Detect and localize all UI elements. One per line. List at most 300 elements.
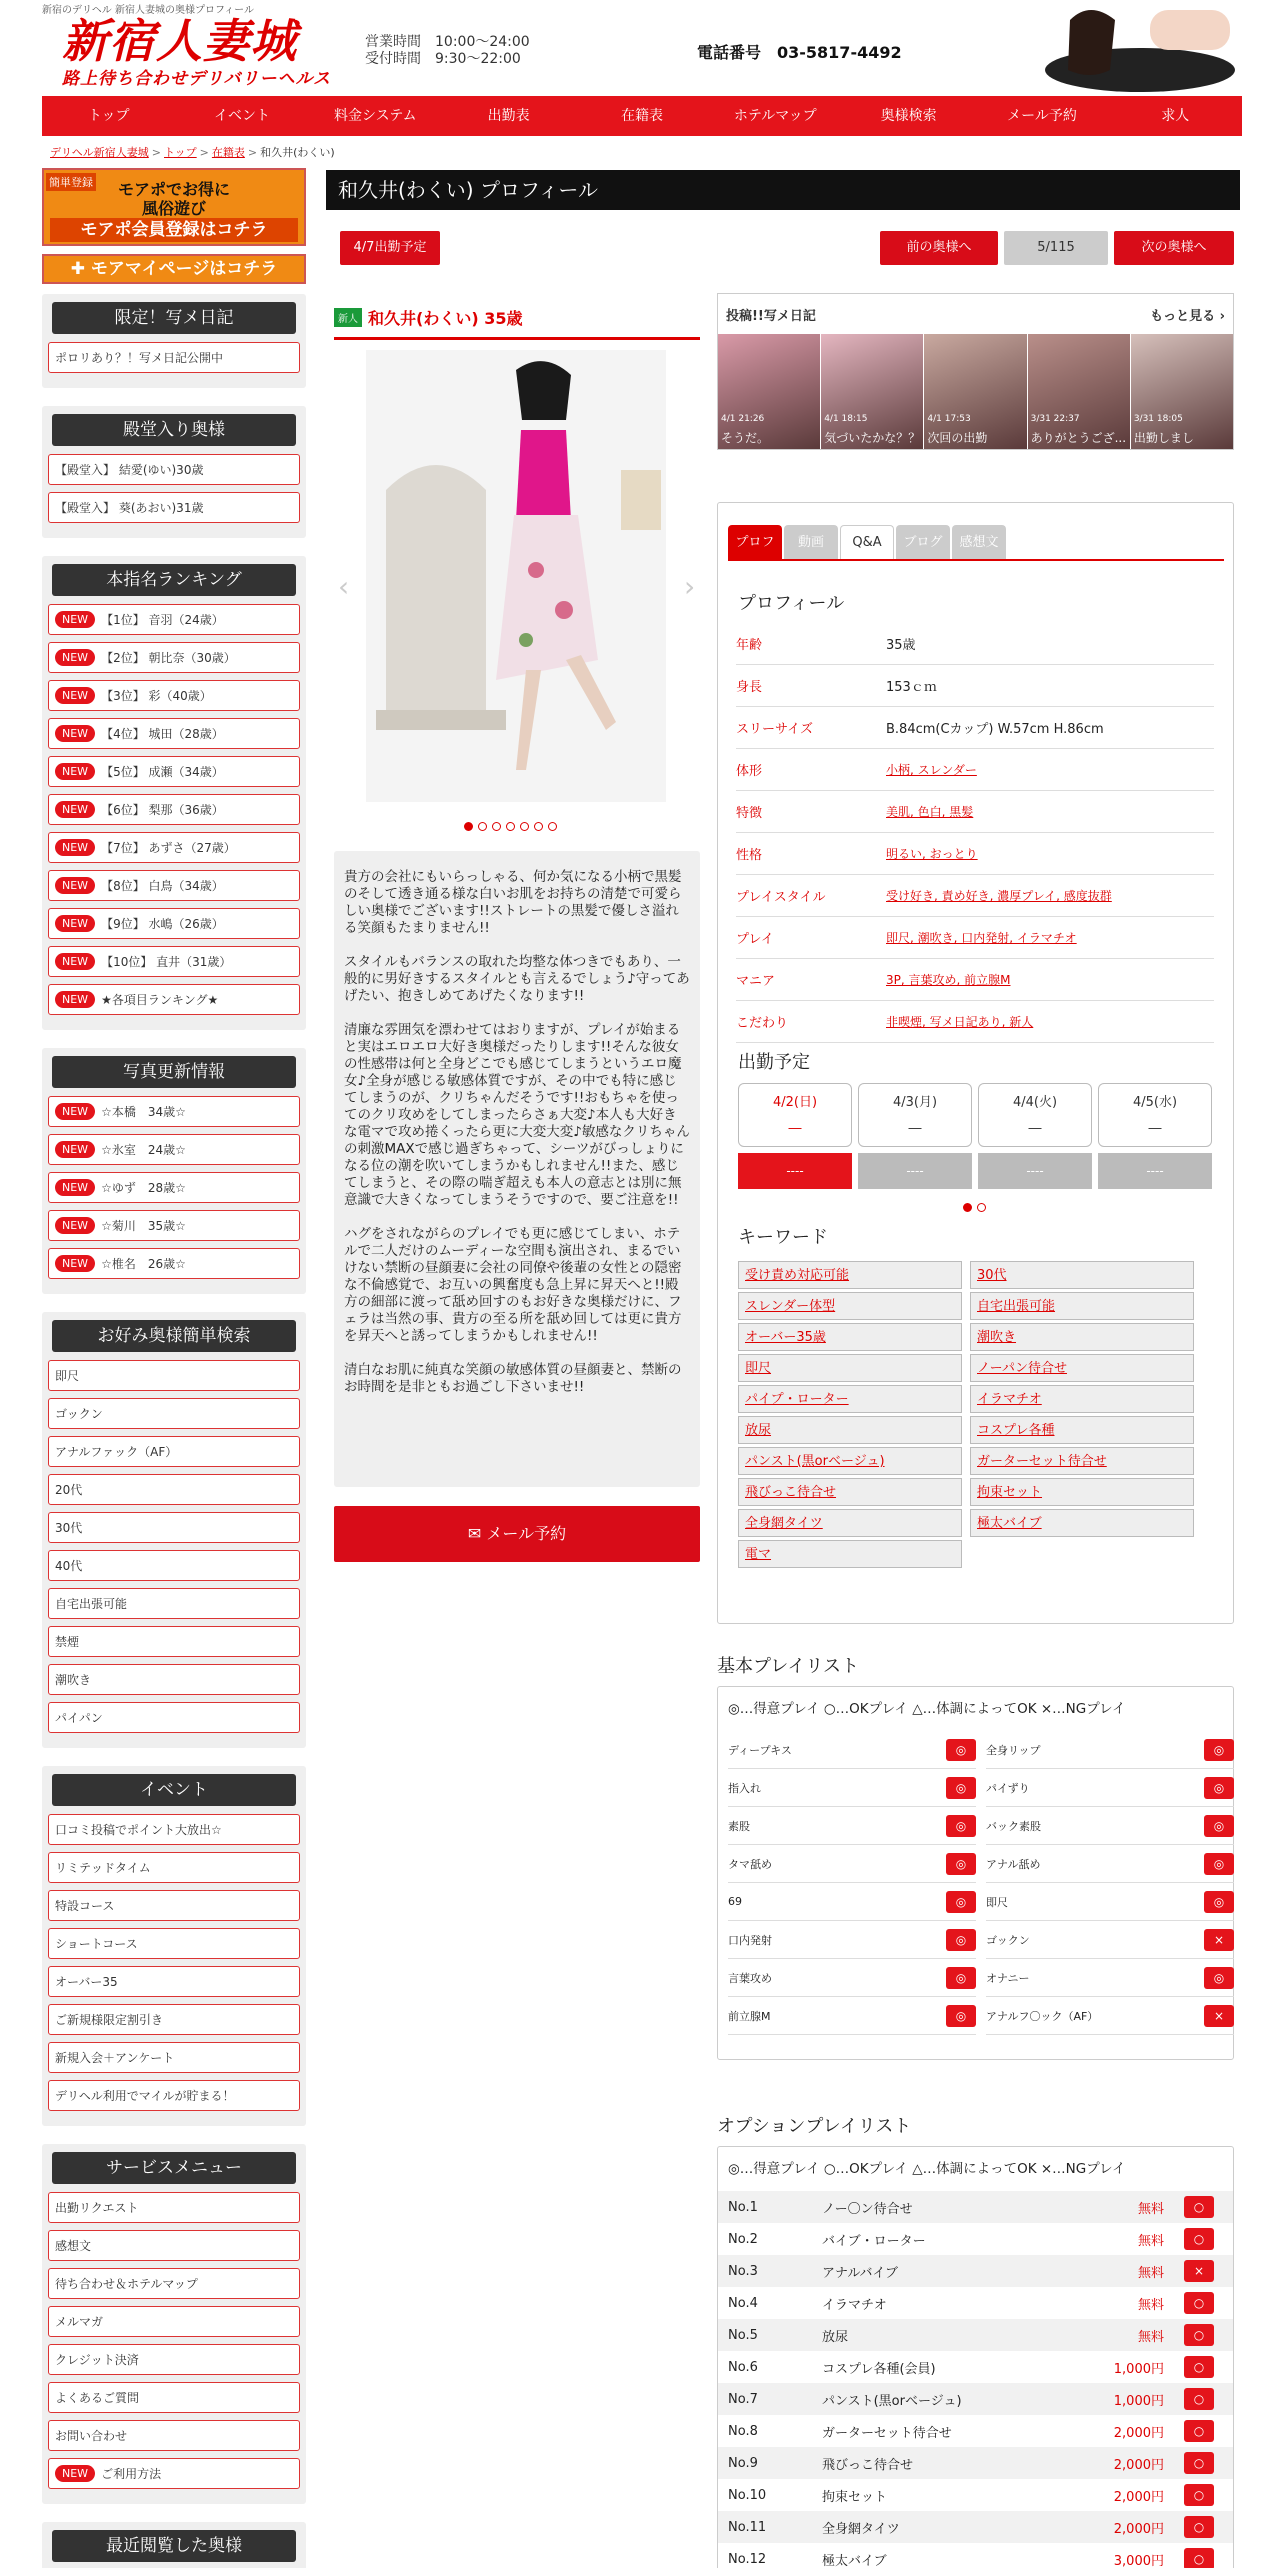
photo-dot[interactable] bbox=[534, 822, 543, 831]
logo-sub: 路上待ち合わせデリバリーヘルス bbox=[62, 69, 331, 89]
sidebar-box-title: 限定！写メ日記 bbox=[52, 302, 296, 334]
sidebar-link[interactable] bbox=[48, 794, 300, 825]
sidebar-link[interactable] bbox=[48, 1248, 300, 1279]
play-mark: ◎ bbox=[946, 1815, 976, 1837]
sidebar-link-label: 潮吹き bbox=[55, 1673, 92, 1687]
keyword-heading: キーワード bbox=[738, 1227, 828, 1248]
sidebar-link-label: 【9位】 水嶋（26歳） bbox=[101, 917, 224, 931]
profile-row bbox=[736, 917, 1214, 959]
photo-dot[interactable] bbox=[464, 822, 473, 831]
profile-key: こだわり bbox=[736, 1016, 789, 1031]
new-badge: NEW bbox=[55, 649, 95, 666]
option-mark: ○ bbox=[1184, 2196, 1214, 2218]
sidebar-box bbox=[42, 294, 306, 388]
new-badge: NEW bbox=[55, 801, 95, 818]
profile-key: マニア bbox=[736, 974, 776, 989]
keyword-link[interactable]: コスプレ各種 bbox=[970, 1416, 1194, 1444]
play-mark: ◎ bbox=[946, 1777, 976, 1799]
option-price: 1,000円 bbox=[1113, 2393, 1164, 2409]
profile-name-header bbox=[334, 298, 700, 340]
keyword-link[interactable]: ノーパン待合せ bbox=[970, 1354, 1194, 1382]
nav-item[interactable]: 料金システム bbox=[334, 108, 417, 124]
sidebar-link[interactable] bbox=[48, 1928, 300, 1959]
sidebar-link-label: ☆椎名 26歳☆ bbox=[101, 1257, 186, 1271]
prev-wife-button[interactable]: 前の奥様へ bbox=[880, 231, 998, 265]
sidebar-link-label: 新規入会＋アンケート bbox=[55, 2051, 175, 2065]
play-mark: ◎ bbox=[1204, 1739, 1234, 1761]
sidebar-link[interactable] bbox=[48, 492, 300, 523]
mypage-banner[interactable] bbox=[42, 254, 306, 284]
new-badge: NEW bbox=[55, 839, 95, 856]
sidebar-box-title: 本指名ランキング bbox=[52, 564, 296, 596]
sidebar-link-label: メルマガ bbox=[55, 2315, 104, 2329]
nav-item[interactable]: メール予約 bbox=[1007, 108, 1077, 124]
option-mark: ○ bbox=[1184, 2356, 1214, 2378]
nav-item[interactable]: 奥様検索 bbox=[880, 108, 937, 124]
play-name: アナルフ〇ック（AF） bbox=[986, 2009, 1099, 2023]
sidebar-link[interactable] bbox=[48, 2268, 300, 2299]
new-badge: NEW bbox=[55, 763, 95, 780]
option-row bbox=[718, 2319, 1233, 2351]
option-mark: ○ bbox=[1184, 2324, 1214, 2346]
breadcrumb bbox=[50, 144, 335, 160]
schedule-date: 4/2(日) bbox=[772, 1095, 818, 1110]
sidebar-link[interactable] bbox=[48, 946, 300, 977]
option-mark: ○ bbox=[1184, 2548, 1214, 2568]
option-mark: ○ bbox=[1184, 2292, 1214, 2314]
sidebar-link[interactable] bbox=[48, 718, 300, 749]
profile-value[interactable]: 3P, 言葉攻め, 前立腺M bbox=[886, 973, 1011, 987]
desc-paragraph: 清廉な雰囲気を漂わせてはおりますが、プレイが始まると実はエロエロ大好き奥様だったりします!!そんな彼女の性感帯は何と全身どこでも感じてしまうというエロ魔女♪全身が感じる敏感体質ですが、その中でも特に感じてしまうのが、クリちゃんだそうです!!おもちゃを使ってのクリ攻めをしてしまったらさぁ大変♪本人も大好きな電マで攻め捲くったら更に大変大変♪敏感なクリちゃんの刺激MAXで感じ過ぎちゃって、シーツがびっしょりになる位の潮を吹いてしまうかもしれません!!また、感じてしまうと、その際の喘ぎ超えも本人の意志とは別に無意識で大きくなってしまうそうですので、要ご注意を!! bbox=[344, 1022, 690, 1208]
schedule-time: ― bbox=[1148, 1121, 1162, 1136]
sidebar-link-label: ★各項目ランキング★ bbox=[101, 993, 219, 1007]
sidebar-link-label: 即尺 bbox=[55, 1369, 80, 1383]
schedule-time: ― bbox=[908, 1121, 922, 1136]
mail-reserve-button[interactable] bbox=[334, 1506, 700, 1562]
keyword-link[interactable]: 拘束セット bbox=[970, 1478, 1194, 1506]
option-rows bbox=[718, 2191, 1233, 2568]
play-item bbox=[728, 1845, 976, 1883]
profile-counter: 5/115 bbox=[1004, 231, 1108, 265]
play-item bbox=[728, 1959, 976, 1997]
profile-value[interactable]: 即尺, 潮吹き, 口内発射, イラマチオ bbox=[886, 931, 1077, 945]
option-mark: ○ bbox=[1184, 2452, 1214, 2474]
sidebar-link-label: 自宅出張可能 bbox=[55, 1597, 128, 1611]
keyword-link[interactable]: 潮吹き bbox=[970, 1323, 1194, 1351]
sidebar-link-label: 【5位】 成瀬（34歳） bbox=[101, 765, 224, 779]
sidebar-link[interactable] bbox=[48, 1702, 300, 1733]
keyword-link[interactable]: 受け責め対応可能 bbox=[738, 1261, 962, 1289]
sidebar-link[interactable] bbox=[48, 1436, 300, 1467]
desc-paragraph: 清白なお肌に純真な笑顔の敏感体質の昼顔妻と、禁断のお時間を是非ともお過ごし下さいませ!! bbox=[344, 1362, 682, 1395]
option-name: コスプレ各種(会員) bbox=[822, 2361, 936, 2377]
sidebar-link[interactable] bbox=[48, 984, 300, 1015]
option-price: 無料 bbox=[1137, 2329, 1164, 2345]
logo-name: 新宿人妻城 bbox=[62, 14, 297, 68]
keyword-link[interactable]: パンスト(黒orベージュ) bbox=[738, 1447, 962, 1475]
play-mark: × bbox=[1204, 2005, 1234, 2027]
photo-dot[interactable] bbox=[492, 822, 501, 831]
schedule-dot[interactable] bbox=[963, 1203, 972, 1212]
play-item bbox=[728, 1883, 976, 1921]
sidebar-link-label: 待ち合わせ＆ホテルマップ bbox=[55, 2277, 198, 2291]
breadcrumb-current: 和久井(わくい) bbox=[260, 146, 335, 159]
option-row bbox=[718, 2543, 1233, 2568]
nav-item[interactable]: 出勤表 bbox=[487, 108, 530, 124]
profile-key: 体形 bbox=[736, 764, 763, 779]
sidebar-link[interactable] bbox=[48, 1210, 300, 1241]
sidebar-link-label: ☆ゆず 28歳☆ bbox=[101, 1181, 186, 1195]
sidebar-link-label: 【7位】 あずさ（27歳） bbox=[101, 841, 236, 855]
keyword-link[interactable]: 全身網タイツ bbox=[738, 1509, 962, 1537]
play-name: 口内発射 bbox=[728, 1933, 772, 1947]
option-row bbox=[718, 2351, 1233, 2383]
banner-line-1: モアポでお得に bbox=[117, 180, 230, 199]
tab-profile[interactable]: プロフ bbox=[728, 525, 782, 559]
new-badge: NEW bbox=[55, 1141, 95, 1158]
breadcrumb-sep-2: > bbox=[199, 146, 209, 159]
profile-key: 年齢 bbox=[736, 638, 763, 653]
profile-value[interactable]: 受け好き, 責め好き, 濃厚プレイ, 感度抜群 bbox=[886, 889, 1112, 903]
option-no: No.10 bbox=[728, 2487, 767, 2503]
play-name: 指入れ bbox=[728, 1781, 761, 1795]
play-item bbox=[728, 1807, 976, 1845]
sidebar-link[interactable] bbox=[48, 642, 300, 673]
breadcrumb-sep-3: > bbox=[247, 146, 258, 159]
new-badge: NEW bbox=[55, 1217, 95, 1234]
photo-dot[interactable] bbox=[506, 822, 515, 831]
profile-key: 性格 bbox=[736, 848, 763, 863]
sidebar-link[interactable] bbox=[48, 1664, 300, 1695]
sidebar-link-label: ショートコース bbox=[55, 1937, 138, 1951]
option-no: No.4 bbox=[728, 2295, 758, 2311]
option-name: 放尿 bbox=[822, 2329, 849, 2345]
play-mark: ◎ bbox=[1204, 1967, 1234, 1989]
header-tagline: 新宿のデリヘル 新宿人妻城の奥様プロフィール bbox=[42, 5, 254, 16]
breadcrumb-home[interactable]: デリヘル新宿人妻城 bbox=[50, 146, 149, 159]
sidebar-link[interactable] bbox=[48, 2306, 300, 2337]
option-no: No.12 bbox=[728, 2551, 767, 2567]
nav-item[interactable]: ホテルマップ bbox=[733, 108, 817, 124]
sidebar-link[interactable] bbox=[48, 870, 300, 901]
sidebar-link-label: 口コミ投稿でポイント大放出☆ bbox=[55, 1823, 222, 1837]
sidebar-link[interactable] bbox=[48, 1398, 300, 1429]
tab-blog[interactable]: ブログ bbox=[896, 525, 950, 559]
page-title: 和久井(わくい) プロフィール bbox=[326, 170, 1240, 210]
diary-thumb[interactable] bbox=[924, 334, 1026, 449]
sidebar-box-title: サービスメニュー bbox=[52, 2152, 296, 2184]
tab-reviews[interactable]: 感想文 bbox=[952, 525, 1006, 559]
play-mark: ◎ bbox=[946, 1891, 976, 1913]
sidebar-link-label: アナルファック（AF） bbox=[55, 1445, 178, 1459]
header-model-image bbox=[950, 0, 1240, 94]
profile-value[interactable]: 小柄, スレンダー bbox=[886, 763, 977, 777]
profile-value: B.84cm(Cカップ) W.57cm H.86cm bbox=[886, 722, 1104, 737]
schedule-day[interactable] bbox=[978, 1083, 1092, 1147]
diary-caption: そうだ。 bbox=[721, 431, 770, 445]
sidebar-link[interactable] bbox=[48, 680, 300, 711]
photo-diary bbox=[717, 293, 1234, 450]
play-item bbox=[986, 1997, 1234, 2035]
option-row bbox=[718, 2383, 1233, 2415]
option-price: 無料 bbox=[1137, 2297, 1164, 2313]
sidebar-link[interactable] bbox=[48, 1588, 300, 1619]
play-name: オナニー bbox=[986, 1971, 1030, 1985]
schedule-date: 4/5(水) bbox=[1132, 1095, 1178, 1110]
photo-prev-arrow-icon[interactable]: ‹ bbox=[338, 570, 350, 603]
schedule-day[interactable] bbox=[858, 1083, 972, 1147]
new-badge: NEW bbox=[55, 1103, 95, 1120]
sidebar-link[interactable] bbox=[48, 1360, 300, 1391]
sidebar-link[interactable] bbox=[48, 2458, 300, 2489]
keyword-link[interactable]: ガーターセット待合せ bbox=[970, 1447, 1194, 1475]
profile-value[interactable]: 非喫煙, 写メ日記あり, 新人 bbox=[886, 1015, 1034, 1029]
option-legend: ◎…得意プレイ ○…OKプレイ △…体調によってOK ×…NGプレイ bbox=[728, 2161, 1126, 2177]
desc-paragraph: ハグをされながらのプレイでも更に感じてしまい、ホテルで二人だけのムーディーな空間も演出され、まるでいけない禁断の昼顔妻に会社の同僚や後輩の女性との隠密な不倫感覚で、お互いの興奮度も急上昇に昇天へと!!殿方の細部に渡って舐め回すのもお好きな奥様だけに、フェラは当然の事、貴方の至る所を舐め回しては更に貴方を昇天へと誘ってしまうかもしれません!! bbox=[344, 1226, 682, 1344]
option-row bbox=[718, 2191, 1233, 2223]
sidebar-link[interactable] bbox=[48, 2230, 300, 2261]
keyword-link[interactable]: イラマチオ bbox=[970, 1385, 1194, 1413]
play-mark: ◎ bbox=[1204, 1815, 1234, 1837]
schedule-slot: ---- bbox=[978, 1153, 1092, 1189]
new-badge: NEW bbox=[55, 725, 95, 742]
option-name: 飛びっこ待合せ bbox=[822, 2457, 914, 2473]
sidebar-box-title: 殿堂入り奥様 bbox=[52, 414, 296, 446]
photo-next-arrow-icon[interactable]: › bbox=[684, 570, 696, 603]
banner-line-2: 風俗遊び bbox=[141, 199, 206, 218]
profile-key: プレイスタイル bbox=[736, 890, 826, 905]
tab-video[interactable]: 動画 bbox=[784, 525, 838, 559]
diary-thumbs bbox=[718, 334, 1233, 449]
profile-photo[interactable] bbox=[366, 350, 666, 802]
schedule-slots bbox=[738, 1153, 1212, 1189]
nav-item[interactable]: イベント bbox=[213, 108, 270, 124]
sidebar-link-label: ☆氷室 24歳☆ bbox=[101, 1143, 186, 1157]
new-badge: NEW bbox=[55, 1255, 95, 1272]
next-wife-button[interactable]: 次の奥様へ bbox=[1114, 231, 1234, 265]
play-item bbox=[986, 1959, 1234, 1997]
keyword-link[interactable]: パイプ・ローター bbox=[738, 1385, 962, 1413]
play-mark: ◎ bbox=[946, 1967, 976, 1989]
option-row bbox=[718, 2255, 1233, 2287]
option-price: 2,000円 bbox=[1113, 2521, 1164, 2537]
option-price: 2,000円 bbox=[1113, 2425, 1164, 2441]
hours-open: 営業時間 10:00～24:00 bbox=[365, 34, 530, 50]
diary-date: 4/1 17:53 bbox=[927, 414, 971, 424]
diary-thumb[interactable] bbox=[718, 334, 820, 449]
schedule-button[interactable]: 4/7出勤予定 bbox=[340, 231, 440, 265]
diary-thumb[interactable] bbox=[1131, 334, 1233, 449]
global-nav bbox=[42, 96, 1242, 136]
sidebar-link[interactable] bbox=[48, 1096, 300, 1127]
profile-value[interactable]: 明るい, おっとり bbox=[886, 847, 978, 861]
play-mark: ◎ bbox=[1204, 1777, 1234, 1799]
profile-row bbox=[736, 665, 1214, 707]
play-item bbox=[986, 1921, 1234, 1959]
photo-dot[interactable] bbox=[478, 822, 487, 831]
option-price: 1,000円 bbox=[1113, 2361, 1164, 2377]
sidebar-box bbox=[42, 2144, 306, 2504]
sidebar-link[interactable] bbox=[48, 1626, 300, 1657]
diary-thumb[interactable] bbox=[821, 334, 923, 449]
schedule-pager bbox=[963, 1203, 986, 1212]
play-item bbox=[728, 1769, 976, 1807]
basic-play-grid bbox=[718, 1731, 1233, 2035]
new-badge: NEW bbox=[55, 2465, 95, 2482]
sidebar-link[interactable] bbox=[48, 1966, 300, 1997]
new-badge: 新人 bbox=[334, 308, 362, 327]
nav-item[interactable]: トップ bbox=[87, 108, 130, 124]
option-mark: × bbox=[1184, 2260, 1214, 2282]
sidebar-link[interactable] bbox=[48, 2420, 300, 2451]
sidebar-link[interactable] bbox=[48, 1474, 300, 1505]
diary-more-link[interactable]: もっと見る › bbox=[1150, 308, 1225, 324]
sidebar-link[interactable] bbox=[48, 1134, 300, 1165]
sidebar-link[interactable] bbox=[48, 908, 300, 939]
photo-pager bbox=[464, 822, 557, 831]
option-price: 無料 bbox=[1137, 2265, 1164, 2281]
schedule-dot[interactable] bbox=[977, 1203, 986, 1212]
play-mark: ◎ bbox=[946, 1739, 976, 1761]
option-row bbox=[718, 2415, 1233, 2447]
sidebar-box bbox=[42, 2522, 306, 2568]
sidebar-link-label: 【6位】 梨那（36歳） bbox=[101, 803, 224, 817]
sidebar-link[interactable] bbox=[48, 1814, 300, 1845]
nav-item[interactable]: 求人 bbox=[1161, 108, 1190, 124]
new-badge: NEW bbox=[55, 877, 95, 894]
option-row bbox=[718, 2479, 1233, 2511]
keyword-link[interactable]: 30代 bbox=[970, 1261, 1194, 1289]
keyword-list bbox=[738, 1261, 1194, 1568]
site-logo[interactable] bbox=[62, 16, 332, 89]
sidebar-link-label: 特設コース bbox=[55, 1899, 115, 1913]
sidebar-link[interactable] bbox=[48, 342, 300, 373]
sidebar-link[interactable] bbox=[48, 2344, 300, 2375]
schedule-slot: ---- bbox=[858, 1153, 972, 1189]
play-name: 言葉攻め bbox=[728, 1971, 772, 1985]
sidebar-link[interactable] bbox=[48, 2042, 300, 2073]
keyword-link[interactable]: 放尿 bbox=[738, 1416, 962, 1444]
sidebar-link-label: 【1位】 音羽（24歳） bbox=[101, 613, 224, 627]
schedule-day[interactable] bbox=[1098, 1083, 1212, 1147]
sidebar-link-label: ポロリあり？！写メ日記公開中 bbox=[55, 351, 224, 365]
option-no: No.2 bbox=[728, 2231, 758, 2247]
sidebar-link-label: 40代 bbox=[55, 1559, 83, 1573]
sidebar-link[interactable] bbox=[48, 2080, 300, 2111]
play-name: 素股 bbox=[728, 1819, 750, 1833]
option-name: パンスト(黒orベージュ) bbox=[822, 2393, 962, 2409]
profile-key: プレイ bbox=[736, 932, 774, 947]
sidebar-link[interactable] bbox=[48, 2192, 300, 2223]
sidebar-link[interactable] bbox=[48, 454, 300, 485]
option-name: 極太バイブ bbox=[822, 2553, 887, 2568]
play-name: アナル舐め bbox=[986, 1857, 1041, 1871]
schedule-time: ― bbox=[1028, 1121, 1042, 1136]
mail-reserve-label: メール予約 bbox=[486, 1524, 567, 1543]
sidebar-link[interactable] bbox=[48, 2004, 300, 2035]
new-badge: NEW bbox=[55, 915, 95, 932]
breadcrumb-roster[interactable]: 在籍表 bbox=[211, 146, 245, 159]
sidebar-link-label: 【8位】 白鳥（34歳） bbox=[101, 879, 224, 893]
sidebar-link[interactable] bbox=[48, 1172, 300, 1203]
diary-thumb[interactable] bbox=[1028, 334, 1130, 449]
keyword-link[interactable]: 自宅出張可能 bbox=[970, 1292, 1194, 1320]
diary-title: 投稿!!写メ日記 bbox=[726, 308, 816, 324]
profile-value[interactable]: 美肌, 色白, 黒髪 bbox=[886, 805, 974, 819]
keyword-link[interactable]: オーバー35歳 bbox=[738, 1323, 962, 1351]
schedule-slot: ---- bbox=[1098, 1153, 1212, 1189]
sidebar-link[interactable] bbox=[48, 1550, 300, 1581]
profile-row bbox=[736, 707, 1214, 749]
sidebar-link-label: お問い合わせ bbox=[55, 2429, 128, 2443]
play-item bbox=[986, 1731, 1234, 1769]
option-no: No.6 bbox=[728, 2359, 758, 2375]
play-item bbox=[986, 1883, 1234, 1921]
sidebar-link[interactable] bbox=[48, 832, 300, 863]
keyword-link[interactable]: 飛びっこ待合せ bbox=[738, 1478, 962, 1506]
photo-dot[interactable] bbox=[520, 822, 529, 831]
profile-value: 35歳 bbox=[886, 638, 916, 653]
option-price: 2,000円 bbox=[1113, 2489, 1164, 2505]
moapo-register-banner[interactable] bbox=[42, 168, 306, 246]
profile-row bbox=[736, 833, 1214, 875]
schedule-heading: 出勤予定 bbox=[738, 1052, 810, 1073]
phone-number[interactable]: 電話番号 03-5817-4492 bbox=[697, 43, 902, 62]
sidebar-link-label: 【4位】 城田（28歳） bbox=[101, 727, 224, 741]
sidebar-link[interactable] bbox=[48, 1852, 300, 1883]
profile-row bbox=[736, 749, 1214, 791]
schedule-day[interactable] bbox=[738, 1083, 852, 1147]
profile-row bbox=[736, 959, 1214, 1001]
diary-caption: 気づいたかな？？ bbox=[824, 431, 921, 445]
sidebar-link[interactable] bbox=[48, 2382, 300, 2413]
breadcrumb-top[interactable]: トップ bbox=[164, 146, 197, 159]
play-mark: ◎ bbox=[946, 1853, 976, 1875]
keyword-link[interactable]: スレンダー体型 bbox=[738, 1292, 962, 1320]
nav-item[interactable]: 在籍表 bbox=[620, 108, 663, 124]
tab-qa[interactable]: Q&A bbox=[840, 525, 894, 559]
sidebar-box-title: お好み奥様簡単検索 bbox=[52, 1320, 296, 1352]
option-no: No.8 bbox=[728, 2423, 758, 2439]
schedule-slot: ---- bbox=[738, 1153, 852, 1189]
keyword-link[interactable]: 即尺 bbox=[738, 1354, 962, 1382]
keyword-link[interactable]: 電マ bbox=[738, 1540, 962, 1568]
option-price: 無料 bbox=[1137, 2201, 1164, 2217]
option-no: No.7 bbox=[728, 2391, 758, 2407]
sidebar-box-title: 写真更新情報 bbox=[52, 1056, 296, 1088]
option-mark: ○ bbox=[1184, 2420, 1214, 2442]
profile-name: 和久井(わくい) 35歳 bbox=[368, 309, 523, 328]
option-no: No.3 bbox=[728, 2263, 758, 2279]
sidebar-link-label: 30代 bbox=[55, 1521, 83, 1535]
sidebar-link[interactable] bbox=[48, 1512, 300, 1543]
option-price: 2,000円 bbox=[1113, 2457, 1164, 2473]
option-no: No.1 bbox=[728, 2199, 758, 2215]
sidebar-link[interactable] bbox=[48, 604, 300, 635]
play-item bbox=[986, 1845, 1234, 1883]
profile-key: 身長 bbox=[736, 680, 763, 695]
sidebar-link[interactable] bbox=[48, 756, 300, 787]
plus-icon: ✚ bbox=[70, 259, 91, 279]
sidebar-link-label: 感想文 bbox=[55, 2239, 92, 2253]
schedule-date: 4/3(月) bbox=[892, 1095, 938, 1110]
sidebar-link[interactable] bbox=[48, 1890, 300, 1921]
photo-dot[interactable] bbox=[548, 822, 557, 831]
sidebar-link-label: クレジット決済 bbox=[55, 2353, 139, 2367]
keyword-link[interactable]: 極太バイブ bbox=[970, 1509, 1194, 1537]
option-price: 3,000円 bbox=[1113, 2553, 1164, 2568]
play-item bbox=[728, 1997, 976, 2035]
